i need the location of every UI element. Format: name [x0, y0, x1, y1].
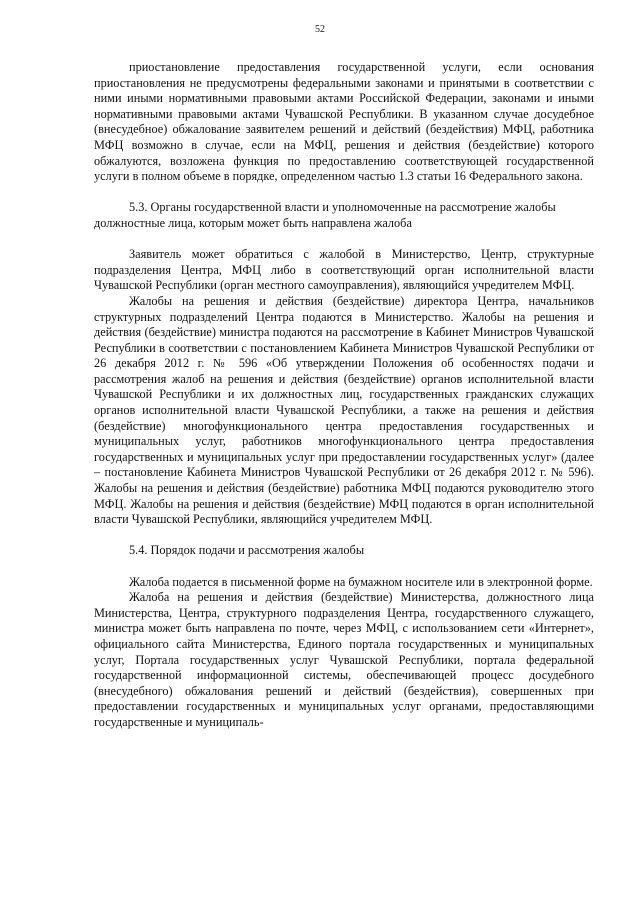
document-body — [94, 60, 594, 731]
paragraph-complaint-channels: Жалоба на решения и действия (бездействие) Министерства, должностного лица Министерства, Центра, структурного подразделения Центра, государственного служащего, министра может быть направлена по почте, через МФЦ, с использованием сети «Интернет», официального сайта Министерства, Единого портала государственных и муниципальных услуг, Портала государственных услуг Чувашской Республики, портала федеральной государственной информационной системы, обеспечивающей процесс досудебного (внесудебного) обжалования решений и действий (бездействия), совершенных при предоставлении государственных и муниципальных услуг органами, предоставляющими государственные и муниципаль- — [94, 590, 594, 729]
spacer — [94, 232, 594, 248]
spacer — [94, 559, 594, 575]
spacer — [94, 528, 594, 544]
paragraph-complaint-form: Жалоба подается в письменной форме на бумажном носителе или в электронной форме. — [129, 574, 593, 589]
paragraph-complaint-routing: Жалобы на решения и действия (бездействие) директора Центра, начальников структурных подразделений Центра подаются в Министерство. Жалобы на решения и действия (бездействие) министра подаются на рассмотрение в Кабинет Министров Чувашской Республики в соответствии с постановлением Кабинета Министров Чувашской Республики от 26 декабря 2012 г. № 596 «Об утверждении Положения об особенностях подачи и рассмотрения жалоб на решения и действия (бездействие) органов исполнительной власти Чувашской Республики и их должностных лиц, государственных гражданских служащих органов исполнительной власти Чувашской Республики, а также на решения и действия (бездействие) многофункционального центра предоставления государственных и муниципальных услуг, работников многофункционального центра предоставления государственных и муниципальных услуг при предоставлении государственных услуг» (далее – постановление Кабинета Министров Чувашской Республики от 26 декабря 2012 г. № 596). Жалобы на решения и действия (бездействие) работника МФЦ подаются руководителю этого МФЦ. Жалобы на решения и действия (бездействие) МФЦ подаются в орган исполнительной власти Чувашской Республики, являющийся учредителем МФЦ. — [94, 293, 594, 527]
paragraph-complaint-recipients: Заявитель может обратиться с жалобой в Министерство, Центр, структурные подразделения Центра, МФЦ либо в соответствующий орган исполнительной власти Чувашской Республики (орган местного самоуправления), являющийся учредителем МФЦ. — [94, 247, 594, 293]
paragraph-suspension-grounds: приостановление предоставления государственной услуги, если основания приостановления не предусмотрены федеральными законами и принятыми в соответствии с ними иными нормативными правовыми актами Российской Федерации, законами и иными нормативными правовыми актами Чувашской Республики. В указанном случае досудебное (внесудебное) обжалование заявителем решений и действий (бездействия) МФЦ, работника МФЦ возможно в случае, если на МФЦ, решения и действия (бездействие) которого обжалуются, возложена функция по предоставлению соответствующей государственной услуги в полном объеме в порядке, определенном частью 1.3 статьи 16 Федерального закона. — [94, 60, 594, 184]
section-heading-5-3: 5.3. Органы государственной власти и уполномоченные на рассмотрение жалобы должностные лица, которым может быть направлена жалоба — [94, 200, 556, 230]
page-number: 52 — [315, 24, 325, 35]
section-heading-5-4: 5.4. Порядок подачи и рассмотрения жалобы — [129, 543, 365, 558]
spacer — [94, 185, 594, 201]
